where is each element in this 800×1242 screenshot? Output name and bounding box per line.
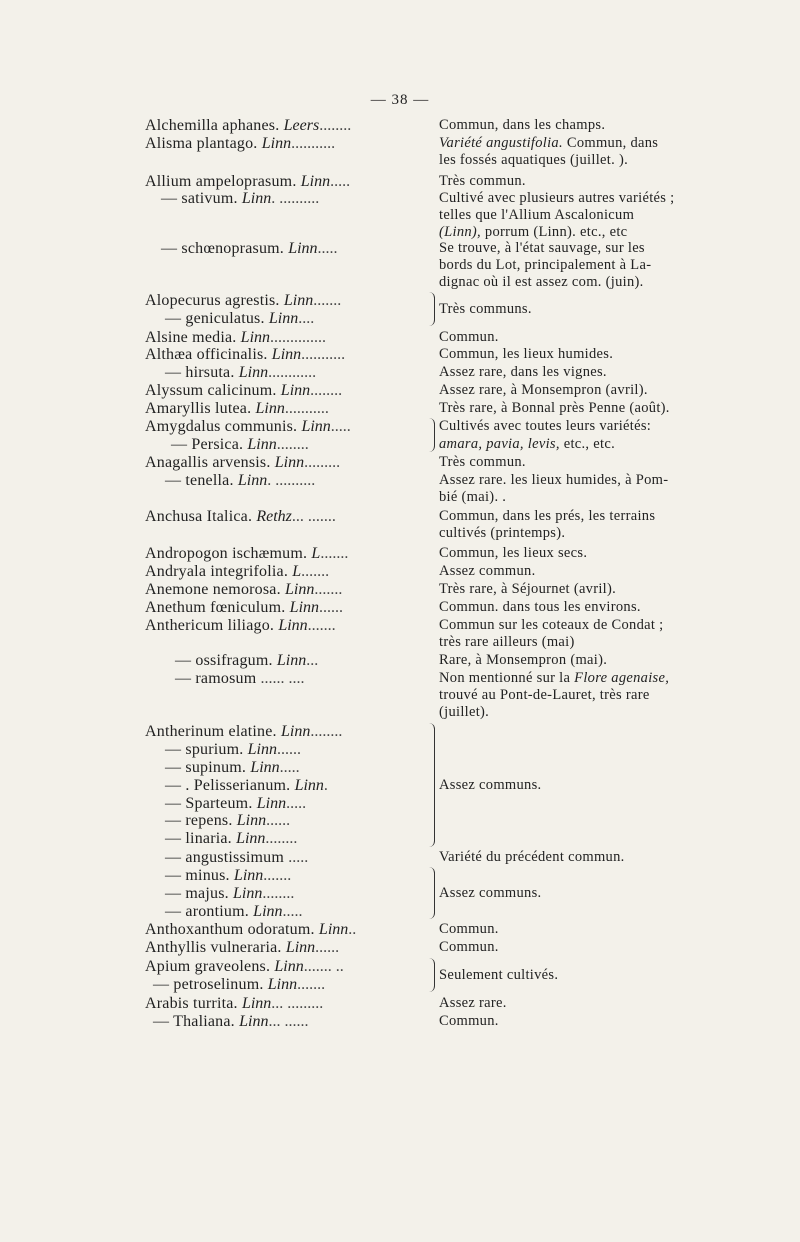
description-text: cultivés (printemps). <box>439 525 566 541</box>
leader-dots: ........ <box>310 723 343 740</box>
description-line <box>439 152 739 169</box>
description-line <box>439 190 739 207</box>
brace-minus-arontium <box>426 867 435 919</box>
description-line <box>439 274 739 291</box>
author-abbrev: Linn <box>268 310 299 327</box>
description-text: Commun. <box>439 921 499 937</box>
description-text: etc., etc. <box>559 436 616 452</box>
author-abbrev: L <box>292 563 302 580</box>
species-entry <box>145 400 415 418</box>
leader-dots: ........ <box>276 436 309 453</box>
italic-text: amara, pavia, levis, <box>439 436 560 452</box>
description-line <box>439 670 739 687</box>
leader-dots: . <box>323 777 328 794</box>
description-text: Très communs. <box>439 301 532 317</box>
leader-dots: ....... <box>320 545 349 562</box>
species-entry <box>145 310 435 328</box>
species-name: Amaryllis lutea. <box>145 400 256 417</box>
author-abbrev: Linn <box>267 976 298 993</box>
species-entry <box>145 617 415 635</box>
description-text: Commun, dans les prés, les terrains <box>439 508 656 524</box>
species-entry <box>145 903 435 921</box>
leader-dots: ....... <box>301 563 330 580</box>
leader-dots: . .......... <box>267 472 316 489</box>
species-entry <box>145 545 415 563</box>
leader-dots: ........ <box>319 117 352 134</box>
description-text: Seulement cultivés. <box>439 967 559 983</box>
leader-dots: ......... <box>304 454 341 471</box>
leader-dots: ....... <box>297 976 326 993</box>
species-entry <box>145 173 415 191</box>
description-text: Assez rare. les lieux humides, à Pom- <box>439 472 669 488</box>
species-entry <box>145 812 435 830</box>
description-line <box>439 1013 739 1030</box>
italic-text: Flore agenaise, <box>574 670 670 686</box>
leader-dots: ........ <box>262 885 295 902</box>
description-line <box>439 634 739 651</box>
author-abbrev: Linn <box>250 759 280 776</box>
description-text: Très rare, à Bonnal près Penne (août). <box>439 400 670 416</box>
author-abbrev: Linn <box>247 436 277 453</box>
description-line <box>439 921 739 938</box>
species-entry <box>145 1013 423 1031</box>
leader-dots: ... ...... <box>268 1013 309 1030</box>
species-name: Antherinum elatine. <box>145 723 281 740</box>
leader-dots: .............. <box>270 329 327 346</box>
species-name: Anthyllis vulneraria. <box>145 939 286 956</box>
description-text: Commun. <box>439 329 499 345</box>
author-abbrev: Linn <box>236 830 266 847</box>
species-entry <box>145 885 435 903</box>
description-line <box>439 364 739 381</box>
species-name: — majus. <box>165 885 234 902</box>
species-name: — Sparteum. <box>165 795 257 812</box>
leader-dots: ........... <box>301 346 346 363</box>
species-name: Andropogon ischæmum. <box>145 545 312 562</box>
species-entry <box>145 364 435 382</box>
species-entry <box>145 652 445 670</box>
author-abbrev: Linn <box>240 329 271 346</box>
species-entry <box>145 190 431 208</box>
description-text: Assez communs. <box>439 885 542 901</box>
description-text: Cultivé avec plusieurs autres variétés ; <box>439 190 675 206</box>
description-text: Commun. dans tous les environs. <box>439 599 641 615</box>
species-name: Anchusa Italica. <box>145 508 257 525</box>
description-text: Assez rare, à Monsempron (avril). <box>439 382 648 398</box>
species-name: Apium graveolens. <box>145 958 275 975</box>
author-abbrev: Linn <box>285 939 316 956</box>
description-line <box>439 525 739 542</box>
author-abbrev: L <box>311 545 321 562</box>
author-abbrev: Linn <box>294 777 324 794</box>
description-line <box>439 849 739 866</box>
author-abbrev: Rethz <box>256 508 292 525</box>
description-line <box>439 382 739 399</box>
description-text: Très rare, à Séjournet (avril). <box>439 581 617 597</box>
description-text: porrum (Linn). etc., etc <box>480 224 628 240</box>
description-line <box>439 967 739 984</box>
description-line <box>439 135 739 152</box>
species-name: Allium ampeloprasum. <box>145 173 301 190</box>
italic-text: (Linn), <box>439 224 481 240</box>
author-abbrev: Linn <box>300 173 331 190</box>
page-number: — 38 — <box>370 92 430 108</box>
species-entry <box>145 329 415 347</box>
description-line <box>439 545 739 562</box>
leader-dots: ...... <box>277 741 301 758</box>
species-name: — schœnoprasum. <box>161 240 289 257</box>
species-name: Alsine media. <box>145 329 241 346</box>
author-abbrev: Linn <box>271 346 302 363</box>
author-abbrev: Linn <box>274 958 304 975</box>
species-name: Althæa officinalis. <box>145 346 272 363</box>
author-abbrev: Linn <box>289 599 320 616</box>
description-line <box>439 117 739 134</box>
species-name: — sativum. <box>161 190 242 207</box>
species-name: — ramosum <box>175 670 261 687</box>
species-entry <box>145 849 435 867</box>
leader-dots: ....... <box>263 867 292 884</box>
description-line <box>439 777 739 794</box>
leader-dots: ..... <box>330 173 351 190</box>
description-text: Commun. <box>439 1013 499 1029</box>
leader-dots: ..... <box>288 849 309 866</box>
description-line <box>439 563 739 580</box>
species-name: — hirsuta. <box>165 364 239 381</box>
species-entry <box>145 921 415 939</box>
species-entry <box>145 741 435 759</box>
leader-dots: ........... <box>284 400 329 417</box>
species-name: — geniculatus. <box>165 310 269 327</box>
brace-alopecurus <box>426 292 435 326</box>
description-line <box>439 472 739 489</box>
description-line <box>439 581 739 598</box>
description-line <box>439 687 739 704</box>
species-name: — . Pelisserianum. <box>165 777 295 794</box>
leader-dots: ........ <box>265 830 298 847</box>
leader-dots: ...... .... <box>260 670 305 687</box>
description-text: Assez rare, dans les vignes. <box>439 364 607 380</box>
author-abbrev: Linn <box>276 652 307 669</box>
description-line <box>439 400 739 417</box>
author-abbrev: Linn <box>301 418 331 435</box>
description-line <box>439 939 739 956</box>
author-abbrev: Linn <box>255 400 285 417</box>
author-abbrev: Linn <box>237 472 268 489</box>
description-line <box>439 652 739 669</box>
species-entry <box>145 867 435 885</box>
leader-dots: ....... .. <box>303 958 344 975</box>
author-abbrev: Linn <box>256 795 287 812</box>
species-name: — ossifragum. <box>175 652 277 669</box>
description-line <box>439 173 739 190</box>
description-text: dignac où il est assez com. (juin). <box>439 274 644 290</box>
leader-dots: ... ......... <box>271 995 324 1012</box>
species-entry <box>145 436 441 454</box>
description-line <box>439 489 739 506</box>
author-abbrev: Linn <box>236 812 267 829</box>
description-text: bords du Lot, principalement à La- <box>439 257 652 273</box>
author-abbrev: Linn <box>241 190 272 207</box>
leader-dots: ..... <box>286 795 307 812</box>
species-name: Anthoxanthum odoratum. <box>145 921 319 938</box>
author-abbrev: Leers <box>283 117 320 134</box>
description-text: Non mentionné sur la <box>439 670 575 686</box>
description-text: (juillet). <box>439 704 490 720</box>
species-entry <box>145 670 445 688</box>
leader-dots: .. <box>348 921 357 938</box>
species-name: — Thaliana. <box>153 1013 240 1030</box>
species-entry <box>145 581 415 599</box>
species-name: — petroselinum. <box>153 976 268 993</box>
description-text: Commun, dans <box>562 135 659 151</box>
species-entry <box>145 759 435 777</box>
author-abbrev: Linn <box>318 921 349 938</box>
description-line <box>439 995 739 1012</box>
species-entry <box>145 939 415 957</box>
description-text: bié (mai). . <box>439 489 507 505</box>
description-line <box>439 346 739 363</box>
leader-dots: ...... <box>319 599 344 616</box>
species-name: — spurium. <box>165 741 248 758</box>
author-abbrev: Linn <box>280 723 311 740</box>
author-abbrev: Linn <box>261 135 292 152</box>
species-entry <box>145 958 415 976</box>
description-line <box>439 704 739 721</box>
species-name: Anethum fœniculum. <box>145 599 290 616</box>
species-name: — arontium. <box>165 903 254 920</box>
species-name: — Persica. <box>171 436 248 453</box>
leader-dots: ..... <box>279 759 300 776</box>
leader-dots: ...... <box>266 812 291 829</box>
species-name: Anagallis arvensis. <box>145 454 275 471</box>
description-text: Assez rare. <box>439 995 507 1011</box>
description-line <box>439 508 739 525</box>
species-name: Alopecurus agrestis. <box>145 292 284 309</box>
species-name: — repens. <box>165 812 237 829</box>
description-line <box>439 224 739 241</box>
description-text: Très commun. <box>439 454 526 470</box>
leader-dots: ..... <box>282 903 303 920</box>
description-line <box>439 418 739 435</box>
species-entry <box>145 418 415 436</box>
species-entry <box>145 976 423 994</box>
species-entry <box>145 599 415 617</box>
description-text: Assez commun. <box>439 563 536 579</box>
author-abbrev: Linn <box>247 741 277 758</box>
species-name: Arabis turrita. <box>145 995 242 1012</box>
author-abbrev: Linn <box>233 885 263 902</box>
species-entry <box>145 346 415 364</box>
leader-dots: ...... <box>315 939 340 956</box>
leader-dots: ....... <box>314 581 343 598</box>
species-name: — angustissimum <box>165 849 289 866</box>
species-name: Alyssum calicinum. <box>145 382 281 399</box>
author-abbrev: Linn <box>241 995 272 1012</box>
description-line <box>439 436 739 453</box>
description-line <box>439 301 739 318</box>
description-text: très rare ailleurs (mai) <box>439 634 575 650</box>
author-abbrev: Linn <box>233 867 264 884</box>
species-entry <box>145 382 415 400</box>
leader-dots: ... <box>306 652 319 669</box>
leader-dots: .... <box>298 310 315 327</box>
description-line <box>439 207 739 224</box>
description-text: Commun. <box>439 939 499 955</box>
author-abbrev: Linn <box>253 903 283 920</box>
species-entry <box>145 508 415 526</box>
species-entry <box>145 830 435 848</box>
description-text: Rare, à Monsempron (mai). <box>439 652 608 668</box>
description-text: Cultivés avec toutes leurs variétés: <box>439 418 652 434</box>
leader-dots: ........... <box>291 135 336 152</box>
species-entry <box>145 563 415 581</box>
species-entry <box>145 454 415 472</box>
author-abbrev: Linn <box>283 292 314 309</box>
leader-dots: ............ <box>268 364 317 381</box>
author-abbrev: Linn <box>288 240 318 257</box>
description-text: les fossés aquatiques (juillet. ). <box>439 152 628 168</box>
italic-text: Variété angustifolia. <box>439 135 563 151</box>
leader-dots: ... ....... <box>291 508 336 525</box>
description-text: Commun, dans les champs. <box>439 117 606 133</box>
leader-dots: ..... <box>330 418 351 435</box>
description-line <box>439 329 739 346</box>
leader-dots: ....... <box>313 292 342 309</box>
species-entry <box>145 117 415 135</box>
description-text: Commun, les lieux humides. <box>439 346 614 362</box>
description-line <box>439 257 739 274</box>
species-entry <box>145 995 415 1013</box>
description-line <box>439 599 739 616</box>
brace-amygdalus <box>426 418 435 452</box>
author-abbrev: Linn <box>238 364 269 381</box>
description-line <box>439 240 739 257</box>
author-abbrev: Linn <box>278 617 308 634</box>
leader-dots: ....... <box>307 617 336 634</box>
species-entry <box>145 292 415 310</box>
description-text: telles que l'Allium Ascalonicum <box>439 207 635 223</box>
description-line <box>439 617 739 634</box>
species-name: Anemone nemorosa. <box>145 581 286 598</box>
author-abbrev: Linn <box>285 581 315 598</box>
species-entry <box>145 135 415 153</box>
author-abbrev: Linn <box>280 382 311 399</box>
description-line <box>439 885 739 902</box>
author-abbrev: Linn <box>274 454 305 471</box>
species-entry <box>145 240 431 258</box>
brace-apium <box>426 958 435 992</box>
author-abbrev: Linn <box>239 1013 269 1030</box>
species-name: Andryala integrifolia. <box>145 563 293 580</box>
description-text: Se trouve, à l'état sauvage, sur les <box>439 240 645 256</box>
description-text: Assez communs. <box>439 777 542 793</box>
species-name: Amygdalus communis. <box>145 418 302 435</box>
species-entry <box>145 723 415 741</box>
species-entry <box>145 795 435 813</box>
description-text: Très commun. <box>439 173 526 189</box>
description-text: Commun sur les coteaux de Condat ; <box>439 617 664 633</box>
species-name: Alchemilla aphanes. <box>145 117 284 134</box>
description-text: Variété du précédent commun. <box>439 849 625 865</box>
leader-dots: ..... <box>317 240 338 257</box>
species-entry <box>145 777 435 795</box>
species-name: Alisma plantago. <box>145 135 262 152</box>
species-name: — linaria. <box>165 830 237 847</box>
leader-dots: ........ <box>310 382 343 399</box>
leader-dots: . .......... <box>271 190 320 207</box>
brace-antherinum <box>426 723 435 847</box>
species-name: — minus. <box>165 867 234 884</box>
description-text: Commun, les lieux secs. <box>439 545 588 561</box>
species-name: Anthericum liliago. <box>145 617 279 634</box>
description-text: trouvé au Pont-de-Lauret, très rare <box>439 687 650 703</box>
species-entry <box>145 472 435 490</box>
species-name: — tenella. <box>165 472 238 489</box>
description-line <box>439 454 739 471</box>
species-name: — supinum. <box>165 759 251 776</box>
